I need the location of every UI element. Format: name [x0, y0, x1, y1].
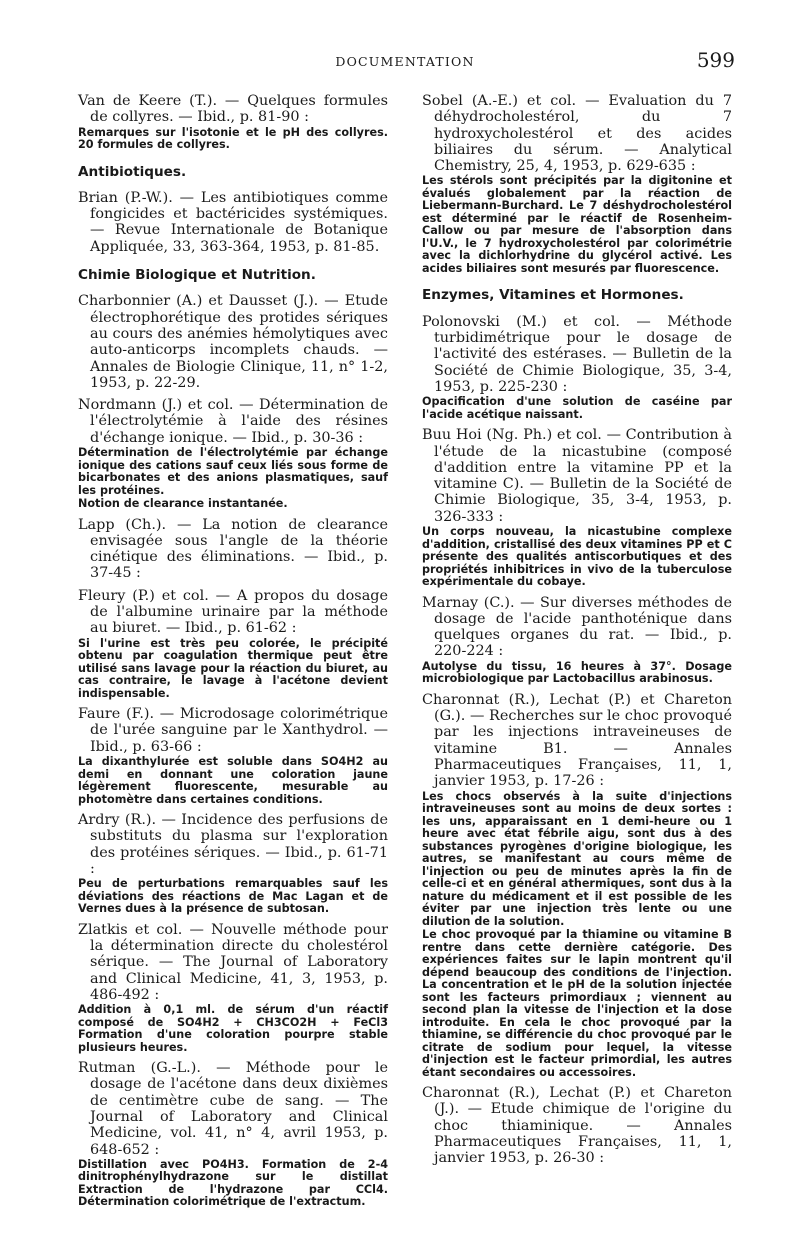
abstract-note: Distillation avec PO4H3. Formation de 2-4 dinitrophénylhydrazone sur le distillat Extraction de l'hydrazone par CCl4. Détermination colorimétrique de l'extractum.	[78, 1157, 388, 1209]
section-heading: Chimie Biologique et Nutrition.	[78, 267, 316, 284]
citation-entry: Buu Hoi (Ng. Ph.) et col. — Contribution à l'étude de la nicastubine (composé d'addition entre la vitamine PP et la vitamine C). — Bulletin de la Société de Chimie Biologique, 35, 3-4, 1953, p. 326-333 :	[422, 427, 732, 525]
running-title: DOCUMENTATION	[335, 54, 475, 69]
citation-entry: Rutman (G.-L.). — Méthode pour le dosage de l'acétone dans deux dixièmes de centimètre cube de sang. — The Journal of Laboratory and Clinical Medicine, vol. 41, n° 4, avril 1953, p. 648-652 :	[78, 1060, 388, 1158]
citation-entry: Charonnat (R.), Lechat (P.) et Chareton (J.). — Etude chimique de l'origine du choc thiaminique. — Annales Pharmaceutiques Françaises, 11, 1, janvier 1953, p. 26-30 :	[422, 1085, 732, 1167]
page-header	[75, 48, 735, 78]
abstract-note: Si l'urine est très peu colorée, le précipité obtenu par coagulation thermique peut être utilisé sans lavage pour la réaction du biuret, au cas contraire, le lavage à l'acétone devient indispensable.	[78, 636, 388, 700]
citation-entry: Lapp (Ch.). — La notion de clearance envisagée sous l'angle de la théorie cinétique des éliminations. — Ibid., p. 37-45 :	[78, 516, 388, 582]
abstract-note: Les chocs observés à la suite d'injections intraveineuses sont au moins de deux sortes : les uns, apparaissant en 1 demi-heure ou 1 heure avec état fébrile aigu, sont dus à des substances pyrogènes d'origine biologique, les autres, se manifestant au cours même de l'injection ou peu de minutes après la fin de celle-ci et en général athermiques, sont dus à la nature du médicament et il est possible de les éviter par une injection très lente ou une dilution de la solution.	[422, 789, 732, 928]
section-heading: Antibiotiques.	[78, 163, 187, 180]
abstract-note: Un corps nouveau, la nicastubine complexe d'addition, cristallisé des deux vitamines PP et C présente des qualités antiscorbutiques et des propriétés inhibitrices in vivo de la tuberculose expérimentale du cobaye.	[422, 525, 732, 589]
abstract-note: Autolyse du tissu, 16 heures à 37°. Dosage microbiologique par Lactobacillus arabinosus.	[422, 659, 732, 686]
right-column	[422, 93, 732, 1167]
abstract-note: Le choc provoqué par la thiamine ou vitamine B rentre dans cette dernière catégorie. Des expériences faites sur le lapin montrent qu'il dépend beaucoup des conditions de l'injection. La concentration et le pH de la solution injectée sont les facteurs primordiaux ; viennent au second plan la vitesse de l'injection et la dose introduite. En cela le choc provoqué par la thiamine, se différencie du choc provoqué par le citrate de sodium pour lequel, la vitesse d'injection est le facteur primordial, les autres étant secondaires ou accessoires.	[422, 928, 732, 1079]
citation-entry: Ardry (R.). — Incidence des perfusions de substituts du plasma sur l'exploration des protéines sériques. — Ibid., p. 61-71 :	[78, 812, 388, 877]
citation-entry: Zlatkis et col. — Nouvelle méthode pour la détermination directe du cholestérol sérique. — The Journal of Laboratory and Clinical Medicine, 41, 3, 1953, p. 486-492 :	[78, 921, 388, 1003]
citation-entry: Brian (P.-W.). — Les antibiotiques comme fongicides et bactéricides systémiques. — Revue Internationale de Botanique Appliquée, 33, 363-364, 1953, p. 81-85.	[78, 189, 388, 255]
section-heading: Enzymes, Vitamines et Hormones.	[422, 287, 684, 304]
page-number: 599	[696, 48, 735, 72]
abstract-note: Peu de perturbations remarquables sauf les déviations des réactions de Mac Lagan et de Vernes dues à la présence de subtosan.	[78, 877, 388, 916]
left-column	[78, 93, 388, 1209]
citation-entry: Charbonnier (A.) et Dausset (J.). — Etude électrophorétique des protides sériques au cours des anémies hémolytiques avec auto-anticorps incomplets chauds. — Annales de Biologie Clinique, 11, n° 1-2, 1953, p. 22-29.	[78, 293, 388, 391]
citation-entry: Faure (F.). — Microdosage colorimétrique de l'urée sanguine par le Xanthydrol. — Ibid., p. 63-66 :	[78, 706, 388, 755]
abstract-note: La dixanthylurée est soluble dans SO4H2 au demi en donnant une coloration jaune légèrement fluorescente, mesurable au photomètre dans certaines conditions.	[78, 755, 388, 806]
abstract-note: Les stérols sont précipités par la digitonine et évalués globalement par la réaction de Liebermann-Burchard. Le 7 déshydrocholestérol est déterminé par le réactif de Rosenheim-Callow ou par mesure de l'absorption dans l'U.V., le 7 hydroxycholestérol par colorimétrie avec la dichlorhydrine du glycérol activé. Les acides biliaires sont mesurés par fluorescence.	[422, 174, 732, 275]
citation-entry: Van de Keere (T.). — Quelques formules de collyres. — Ibid., p. 81-90 :	[78, 93, 388, 126]
abstract-note: Opacification d'une solution de caséine par l'acide acétique naissant.	[422, 395, 732, 421]
citation-entry: Sobel (A.-E.) et col. — Evaluation du 7 déhydrocholestérol, du 7 hydroxycholestérol et des acides biliaires du sérum. — Analytical Chemistry, 25, 4, 1953, p. 629-635 :	[422, 93, 732, 175]
abstract-note: Détermination de l'électrolytémie par échange ionique des cations sauf ceux liés sous forme de bicarbonates et des anions plasmatiques, sauf les protéines.	[78, 446, 388, 497]
abstract-note: Addition à 0,1 ml. de sérum d'un réactif composé de SO4H2 + CH3CO2H + FeCl3 Formation d'une coloration pourpre stable plusieurs heures.	[78, 1003, 388, 1054]
citation-entry: Nordmann (J.) et col. — Détermination de l'électrolytémie à l'aide des résines d'échange ionique. — Ibid., p. 30-36 :	[78, 397, 388, 446]
citation-entry: Marnay (C.). — Sur diverses méthodes de dosage de l'acide panthoténique dans quelques organes du rat. — Ibid., p. 220-224 :	[422, 594, 732, 660]
citation-entry: Fleury (P.) et col. — A propos du dosage de l'albumine urinaire par la méthode au biuret. — Ibid., p. 61-62 :	[78, 587, 388, 637]
citation-entry: Polonovski (M.) et col. — Méthode turbidimétrique pour le dosage de l'activité des estérases. — Bulletin de la Société de Chimie Biologique, 35, 3-4, 1953, p. 225-230 :	[422, 313, 732, 395]
abstract-note: Remarques sur l'isotonie et le pH des collyres. 20 formules de collyres.	[78, 125, 388, 152]
abstract-note: Notion de clearance instantanée.	[78, 497, 288, 511]
citation-entry: Charonnat (R.), Lechat (P.) et Chareton (G.). — Recherches sur le choc provoqué par les injections intraveineuses de vitamine B1. — Annales Pharmaceutiques Françaises, 11, 1, janvier 1953, p. 17-26 :	[422, 691, 732, 790]
